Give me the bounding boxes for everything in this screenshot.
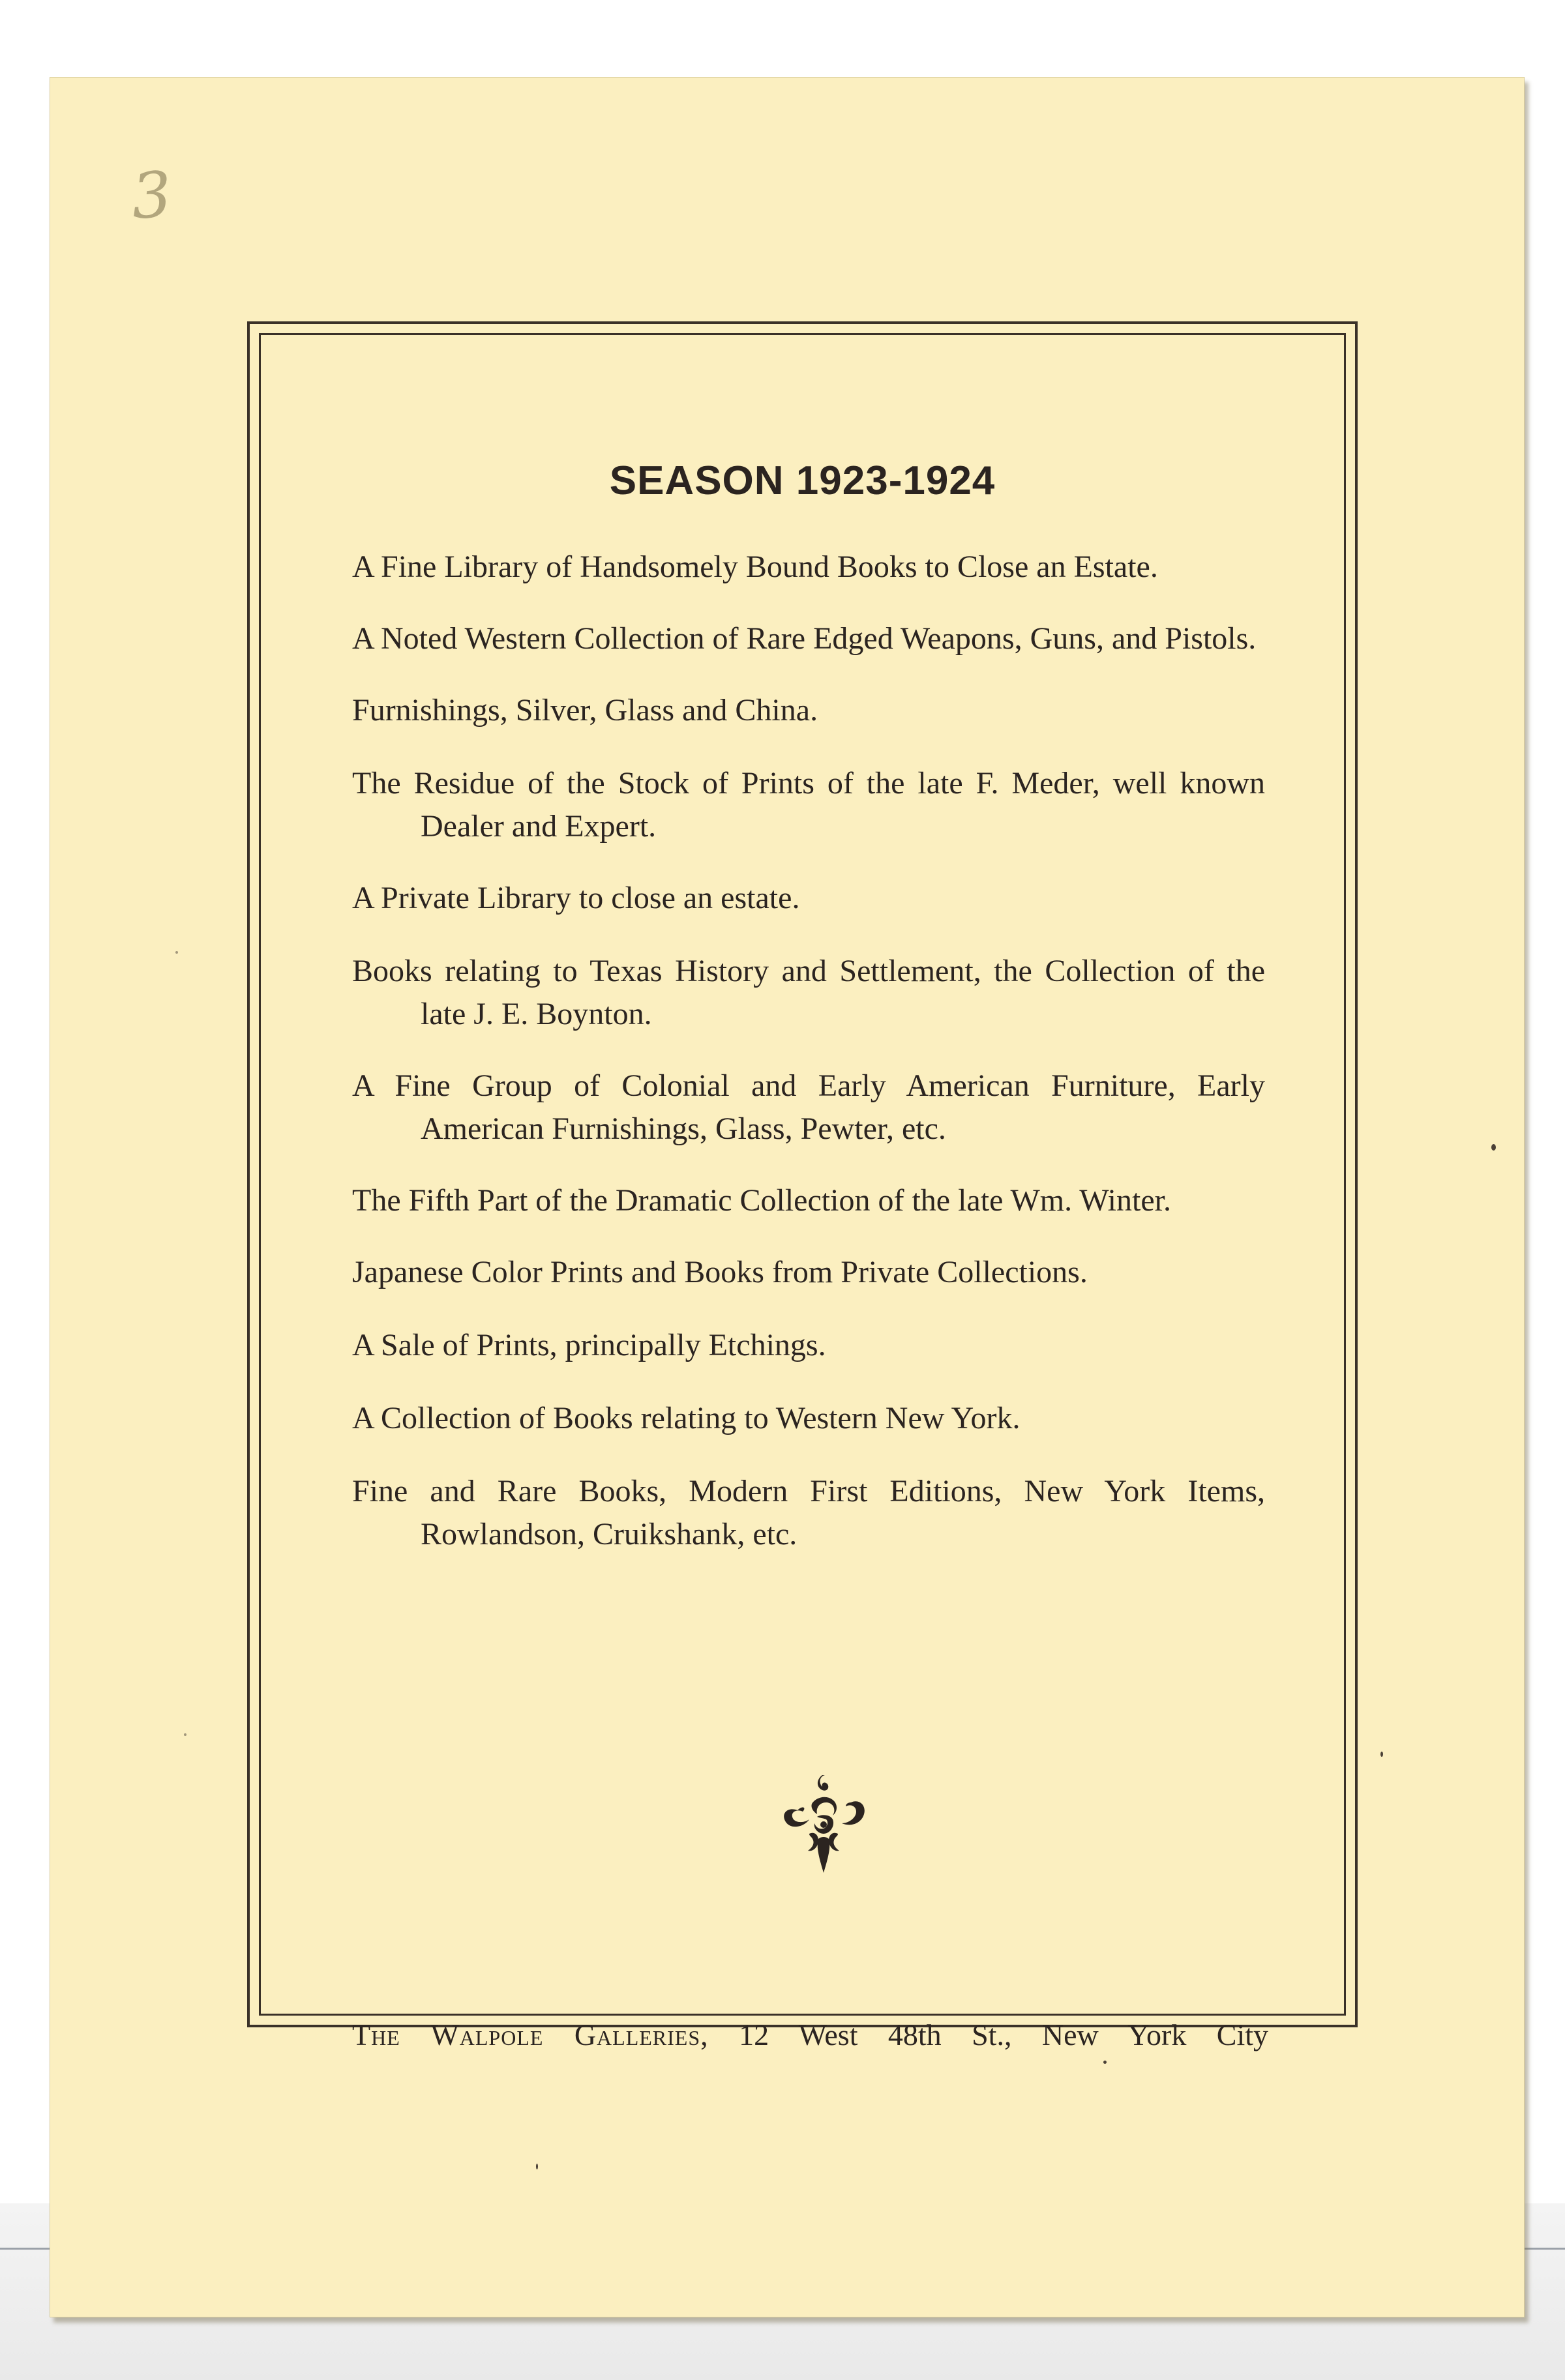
sale-entry: A Sale of Prints, principally Etchings. <box>352 1328 826 1362</box>
paper-speck <box>184 1733 186 1736</box>
paper-speck <box>1380 1752 1383 1757</box>
gallery-address: 12 West 48th St., New York City <box>739 2018 1269 2051</box>
page-title: SEASON 1923-1924 <box>609 458 996 503</box>
sale-entry: Books relating to Texas History and Settlement, the Collection of the late J. E. Boynton. <box>352 954 1265 1031</box>
sale-entry: A Fine Group of Colonial and Early American Furniture, Early American Furnishings, Glass, Pewter, etc. <box>352 1068 1265 1146</box>
sale-entry: The Residue of the Stock of Prints of the late F. Meder, well known Dealer and Expert. <box>352 766 1265 844</box>
double-rule-frame <box>247 321 1358 2051</box>
sale-entry: The Fifth Part of the Dramatic Collection of the late Wm. Winter. <box>352 1183 1171 1218</box>
sale-entry: A Private Library to close an estate. <box>352 881 800 915</box>
handwritten-page-number: 3 <box>129 158 174 233</box>
sale-entry: Japanese Color Prints and Books from Private Collections. <box>352 1255 1088 1289</box>
fleuron-icon <box>778 1771 869 1875</box>
gallery-name: The Walpole Galleries, <box>352 2018 709 2051</box>
sale-entry: Furnishings, Silver, Glass and China. <box>352 693 818 727</box>
catalog-back-cover <box>50 77 1525 2317</box>
publisher-imprint <box>352 2018 1268 2052</box>
sale-entry: A Collection of Books relating to Western New York. <box>352 1401 1021 1435</box>
paper-speck <box>1103 2061 1107 2064</box>
sale-entry: Fine and Rare Books, Modern First Editions, New York Items, Rowlandson, Cruikshank, etc. <box>352 1474 1265 1551</box>
paper-speck <box>175 951 178 954</box>
sale-entry: A Noted Western Collection of Rare Edged Weapons, Guns, and Pistols. <box>352 621 1257 656</box>
paper-speck <box>1491 1144 1496 1151</box>
paper-speck <box>536 2164 538 2169</box>
sale-entry: A Fine Library of Handsomely Bound Books to Close an Estate. <box>352 550 1158 584</box>
sale-list <box>352 546 1265 1585</box>
